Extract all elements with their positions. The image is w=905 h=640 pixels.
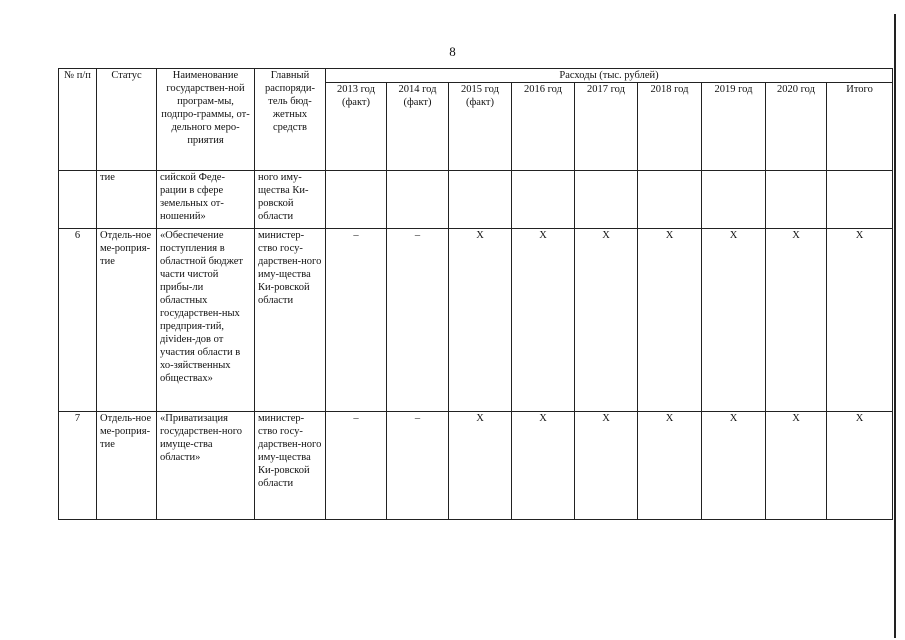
row-value: – [387,412,449,520]
row-value: – [326,229,387,412]
row-value: Х [449,412,512,520]
table-row [59,171,893,229]
header-year: 2016 год [512,83,575,171]
budget-table [58,68,893,520]
header-year: 2015 год (факт) [449,83,512,171]
header-admin: Главный распоряди-тель бюд-жетных средств [255,69,326,171]
row-value: Х [827,412,893,520]
header-total: Итого [827,83,893,171]
row-value: – [326,412,387,520]
row-value [827,171,893,229]
row-admin: министер-ство госу-дарствен-ного иму-щества Ки-ровской области [255,412,326,520]
row-value [449,171,512,229]
row-value [387,171,449,229]
row-value: Х [766,229,827,412]
header-year: 2013 год (факт) [326,83,387,171]
row-status: Отдель-ное ме-роприя-тие [97,412,157,520]
row-value: Х [702,229,766,412]
row-value: Х [449,229,512,412]
row-admin: министер-ство госу-дарствен-ного иму-щества Ки-ровской области [255,229,326,412]
header-row-top [59,69,893,83]
row-value: Х [827,229,893,412]
row-status: Отдель-ное ме-роприя-тие [97,229,157,412]
row-value: – [387,229,449,412]
row-name: «Обеспечение поступления в областной бюджет части чистой прибы-ли областных государствен-ных предприя-тий, дividен-дов от участия области в хо-зяйственных обществах» [157,229,255,412]
page-number: 8 [449,44,456,59]
row-value: Х [766,412,827,520]
header-expenses: Расходы (тыс. рублей) [326,69,893,83]
row-num: 7 [59,412,97,520]
row-value: Х [575,412,638,520]
table-row [59,412,893,520]
table-row [59,229,893,412]
row-value: Х [512,412,575,520]
row-status: тие [97,171,157,229]
header-name: Наименование государствен-ной програм-мы, подпро-граммы, от-дельного меро-приятия [157,69,255,171]
row-value [638,171,702,229]
row-name: «Приватизация государствен-ного имуще-ства области» [157,412,255,520]
row-name: сийской Феде-рации в сфере земельных от-ношений» [157,171,255,229]
header-year: 2017 год [575,83,638,171]
row-value: Х [575,229,638,412]
scan-edge-line [894,14,896,638]
header-year: 2014 год (факт) [387,83,449,171]
header-year: 2018 год [638,83,702,171]
row-admin: ного иму-щества Ки-ровской области [255,171,326,229]
row-value [326,171,387,229]
row-value: Х [512,229,575,412]
row-value: Х [638,412,702,520]
row-value [766,171,827,229]
header-year: 2020 год [766,83,827,171]
row-value [512,171,575,229]
header-year: 2019 год [702,83,766,171]
header-status: Статус [97,69,157,171]
row-num [59,171,97,229]
row-value [575,171,638,229]
row-num: 6 [59,229,97,412]
row-value: Х [638,229,702,412]
row-value: Х [702,412,766,520]
header-num: № п/п [59,69,97,171]
row-value [702,171,766,229]
